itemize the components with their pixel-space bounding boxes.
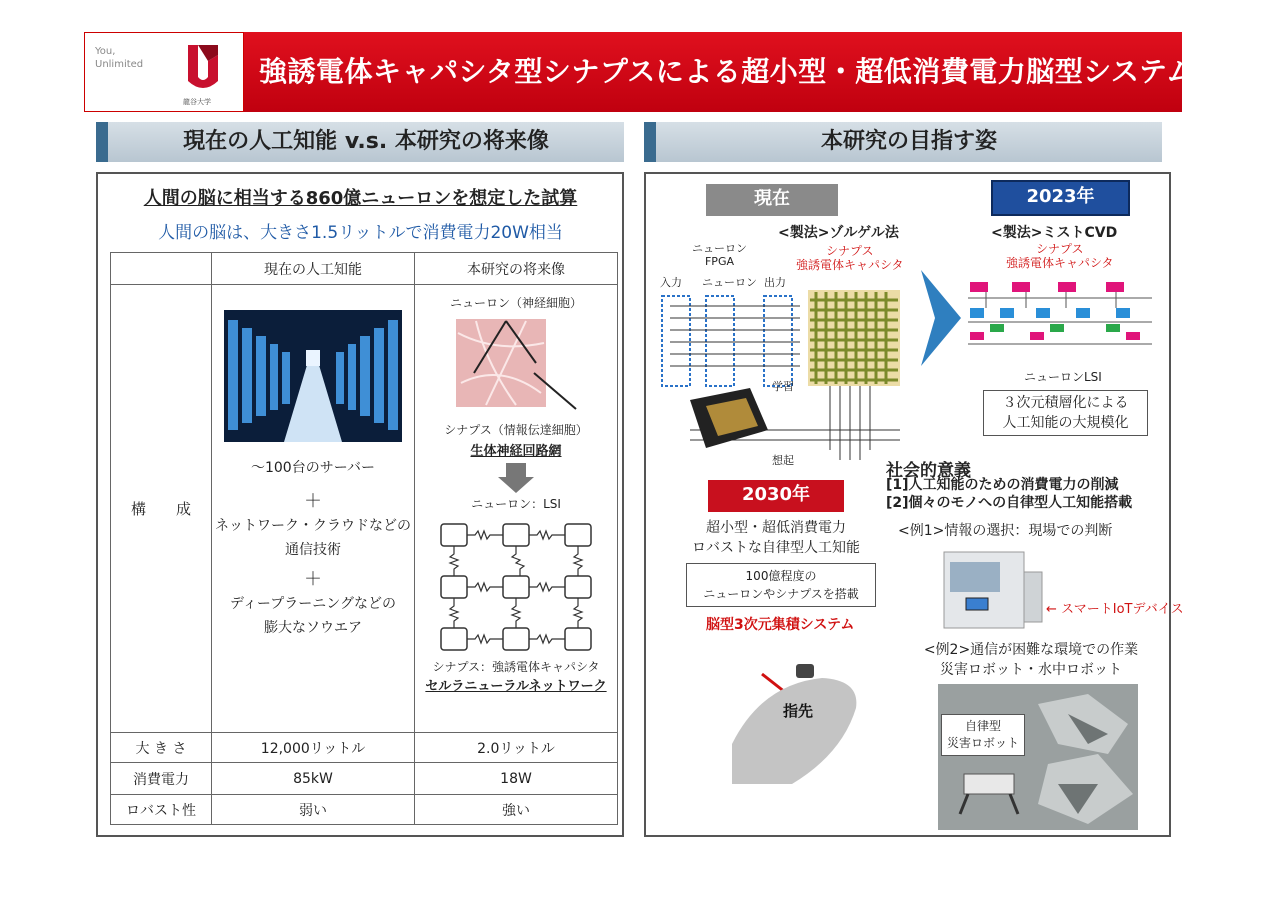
neuron-micrograph <box>426 313 606 421</box>
goal-line2: ロバストな自律型人工知能 <box>692 540 860 556</box>
example-2-line1: <例2>通信が困難な環境での作業 <box>923 642 1139 658</box>
example-2 <box>901 640 1161 680</box>
smart-iot-label: ← スマートIoTデバイス <box>1046 602 1184 617</box>
size-future: 2.0リットル <box>415 733 618 763</box>
synapse-cap-label: シナプス：強誘電体キャパシタ <box>432 660 600 674</box>
goal-box-line1: 100億程度の <box>745 569 817 583</box>
synapse-label: シナプス（情報伝達細胞） <box>444 423 588 437</box>
method-now: <製法>ゾルゲル法 <box>778 225 899 241</box>
cellular-network-diagram <box>431 516 601 656</box>
page-title: 強誘電体キャパシタ型シナプスによる超小型・超低消費電力脳型システム <box>259 55 1195 88</box>
col-header-current: 現在の人工知能 <box>212 253 415 285</box>
row-label-config: 構 成 <box>111 285 212 733</box>
goal-box-line2: ニューロンやシナプスを搭載 <box>703 587 859 601</box>
left-section-title: 現在の人工知能 v.s. 本研究の将来像 <box>96 122 624 162</box>
stacked-chip-diagram <box>966 278 1156 354</box>
vision-panel <box>644 172 1184 837</box>
stack-box <box>983 390 1148 436</box>
current-line-4: ディープラーニングなどの <box>230 596 396 612</box>
example-1: <例1>情報の選択：現場での判断 <box>898 523 1113 539</box>
disaster-robot-image <box>938 684 1138 830</box>
current-line-5: 膨大なソウエア <box>264 620 362 636</box>
tagline <box>95 45 143 71</box>
bio-net-label: 生体神経回路網 <box>470 444 562 459</box>
robust-future: 強い <box>415 795 618 825</box>
social-item-1: [1]人工知能のための消費電力の削減 <box>886 477 1119 493</box>
stack-line1: ３次元積層化による <box>1002 395 1129 411</box>
row-label-size: 大 き さ <box>111 733 212 763</box>
year-2030-label: 2030年 <box>708 480 844 512</box>
row-label-robust: ロバスト性 <box>111 795 212 825</box>
cellular-label: セルラニューラルネットワーク <box>425 679 607 694</box>
robot-label-box <box>941 714 1025 756</box>
method-2023: <製法>ミストCVD <box>991 225 1118 241</box>
current-ai-cell <box>212 285 415 733</box>
synapse-red-line1: シナプス <box>826 244 874 258</box>
current-line-1: ～100台のサーバー <box>250 460 376 476</box>
tagline-line-2: Unlimited <box>95 59 144 70</box>
current-line-2: ネットワーク・クラウドなどの <box>215 518 411 534</box>
datacenter-image <box>224 310 402 442</box>
learn-label: 学習 <box>772 380 794 393</box>
neuron-lsi-label: ニューロン：LSI <box>471 497 561 511</box>
power-future: 18W <box>415 763 618 795</box>
future-cell <box>415 285 618 733</box>
goal-box <box>686 563 876 607</box>
robot-label-line1: 自律型 <box>964 719 1001 733</box>
comparison-panel <box>96 172 624 837</box>
university-name: 龍谷大学 <box>183 98 211 106</box>
stack-line2: 人工知能の大規模化 <box>1002 415 1129 431</box>
robot-label-line2: 災害ロボット <box>946 736 1019 750</box>
smart-iot-text: スマートIoTデバイス <box>1061 602 1184 617</box>
synapse-red-label-2 <box>1006 242 1114 270</box>
synapse-red2-line2: 強誘電体キャパシタ <box>1006 256 1114 270</box>
example-2-line2: 災害ロボット・水中ロボット <box>940 662 1122 678</box>
brain-spec-text: 人間の脳は、大きさ1.5リットルで消費電力20W相当 <box>158 223 563 243</box>
plus-1: ＋ <box>304 491 322 512</box>
brain-3d-label: 脳型3次元集積システム <box>706 617 855 633</box>
comparison-table <box>110 252 618 825</box>
goal-text <box>676 518 876 558</box>
synapse-red-label <box>796 244 904 272</box>
col-header-future: 本研究の将来像 <box>415 253 618 285</box>
neuron-fpga-line1: ニューロン <box>692 242 747 255</box>
neuron-io-label: ニューロン <box>702 276 757 289</box>
robust-current: 弱い <box>212 795 415 825</box>
neuron-fpga-label <box>692 242 747 268</box>
synapse-red2-line1: シナプス <box>1036 242 1084 256</box>
social-item-2: [2]個々のモノへの自律型人工知能搭載 <box>886 495 1133 511</box>
logo-area <box>84 32 244 112</box>
neuron-lsi-right: ニューロンLSI <box>1024 370 1102 384</box>
synapse-red-line2: 強誘電体キャパシタ <box>796 258 904 272</box>
output-label: 出力 <box>764 276 786 289</box>
goal-line1: 超小型・超低消費電力 <box>706 520 846 536</box>
header-banner <box>84 32 1195 112</box>
wake-label: 想起 <box>772 454 794 467</box>
size-current: 12,000リットル <box>212 733 415 763</box>
right-section-title: 本研究の目指す姿 <box>644 122 1162 162</box>
university-logo-icon <box>180 41 226 97</box>
year-2023-label: 2023年 <box>991 180 1130 216</box>
row-label-power: 消費電力 <box>111 763 212 795</box>
iot-device-image <box>936 542 1046 636</box>
fingertip-label: 指先 <box>783 702 814 720</box>
now-label: 現在 <box>706 184 838 216</box>
right-arrow-icon <box>921 270 961 366</box>
social-title: 社会的意義 <box>886 461 971 481</box>
social-items <box>886 476 1132 512</box>
down-arrow-icon <box>496 463 536 493</box>
plus-2: ＋ <box>304 569 322 590</box>
comparison-subtitle: 人間の脳に相当する860億ニューロンを想定した試算 <box>143 188 578 209</box>
input-label: 入力 <box>660 276 682 289</box>
current-line-3: 通信技術 <box>285 542 341 558</box>
power-current: 85kW <box>212 763 415 795</box>
neuron-fpga-line2: FPGA <box>704 255 734 268</box>
neuron-label: ニューロン（神経細胞） <box>449 296 582 310</box>
tagline-line-1: You, <box>95 46 116 57</box>
